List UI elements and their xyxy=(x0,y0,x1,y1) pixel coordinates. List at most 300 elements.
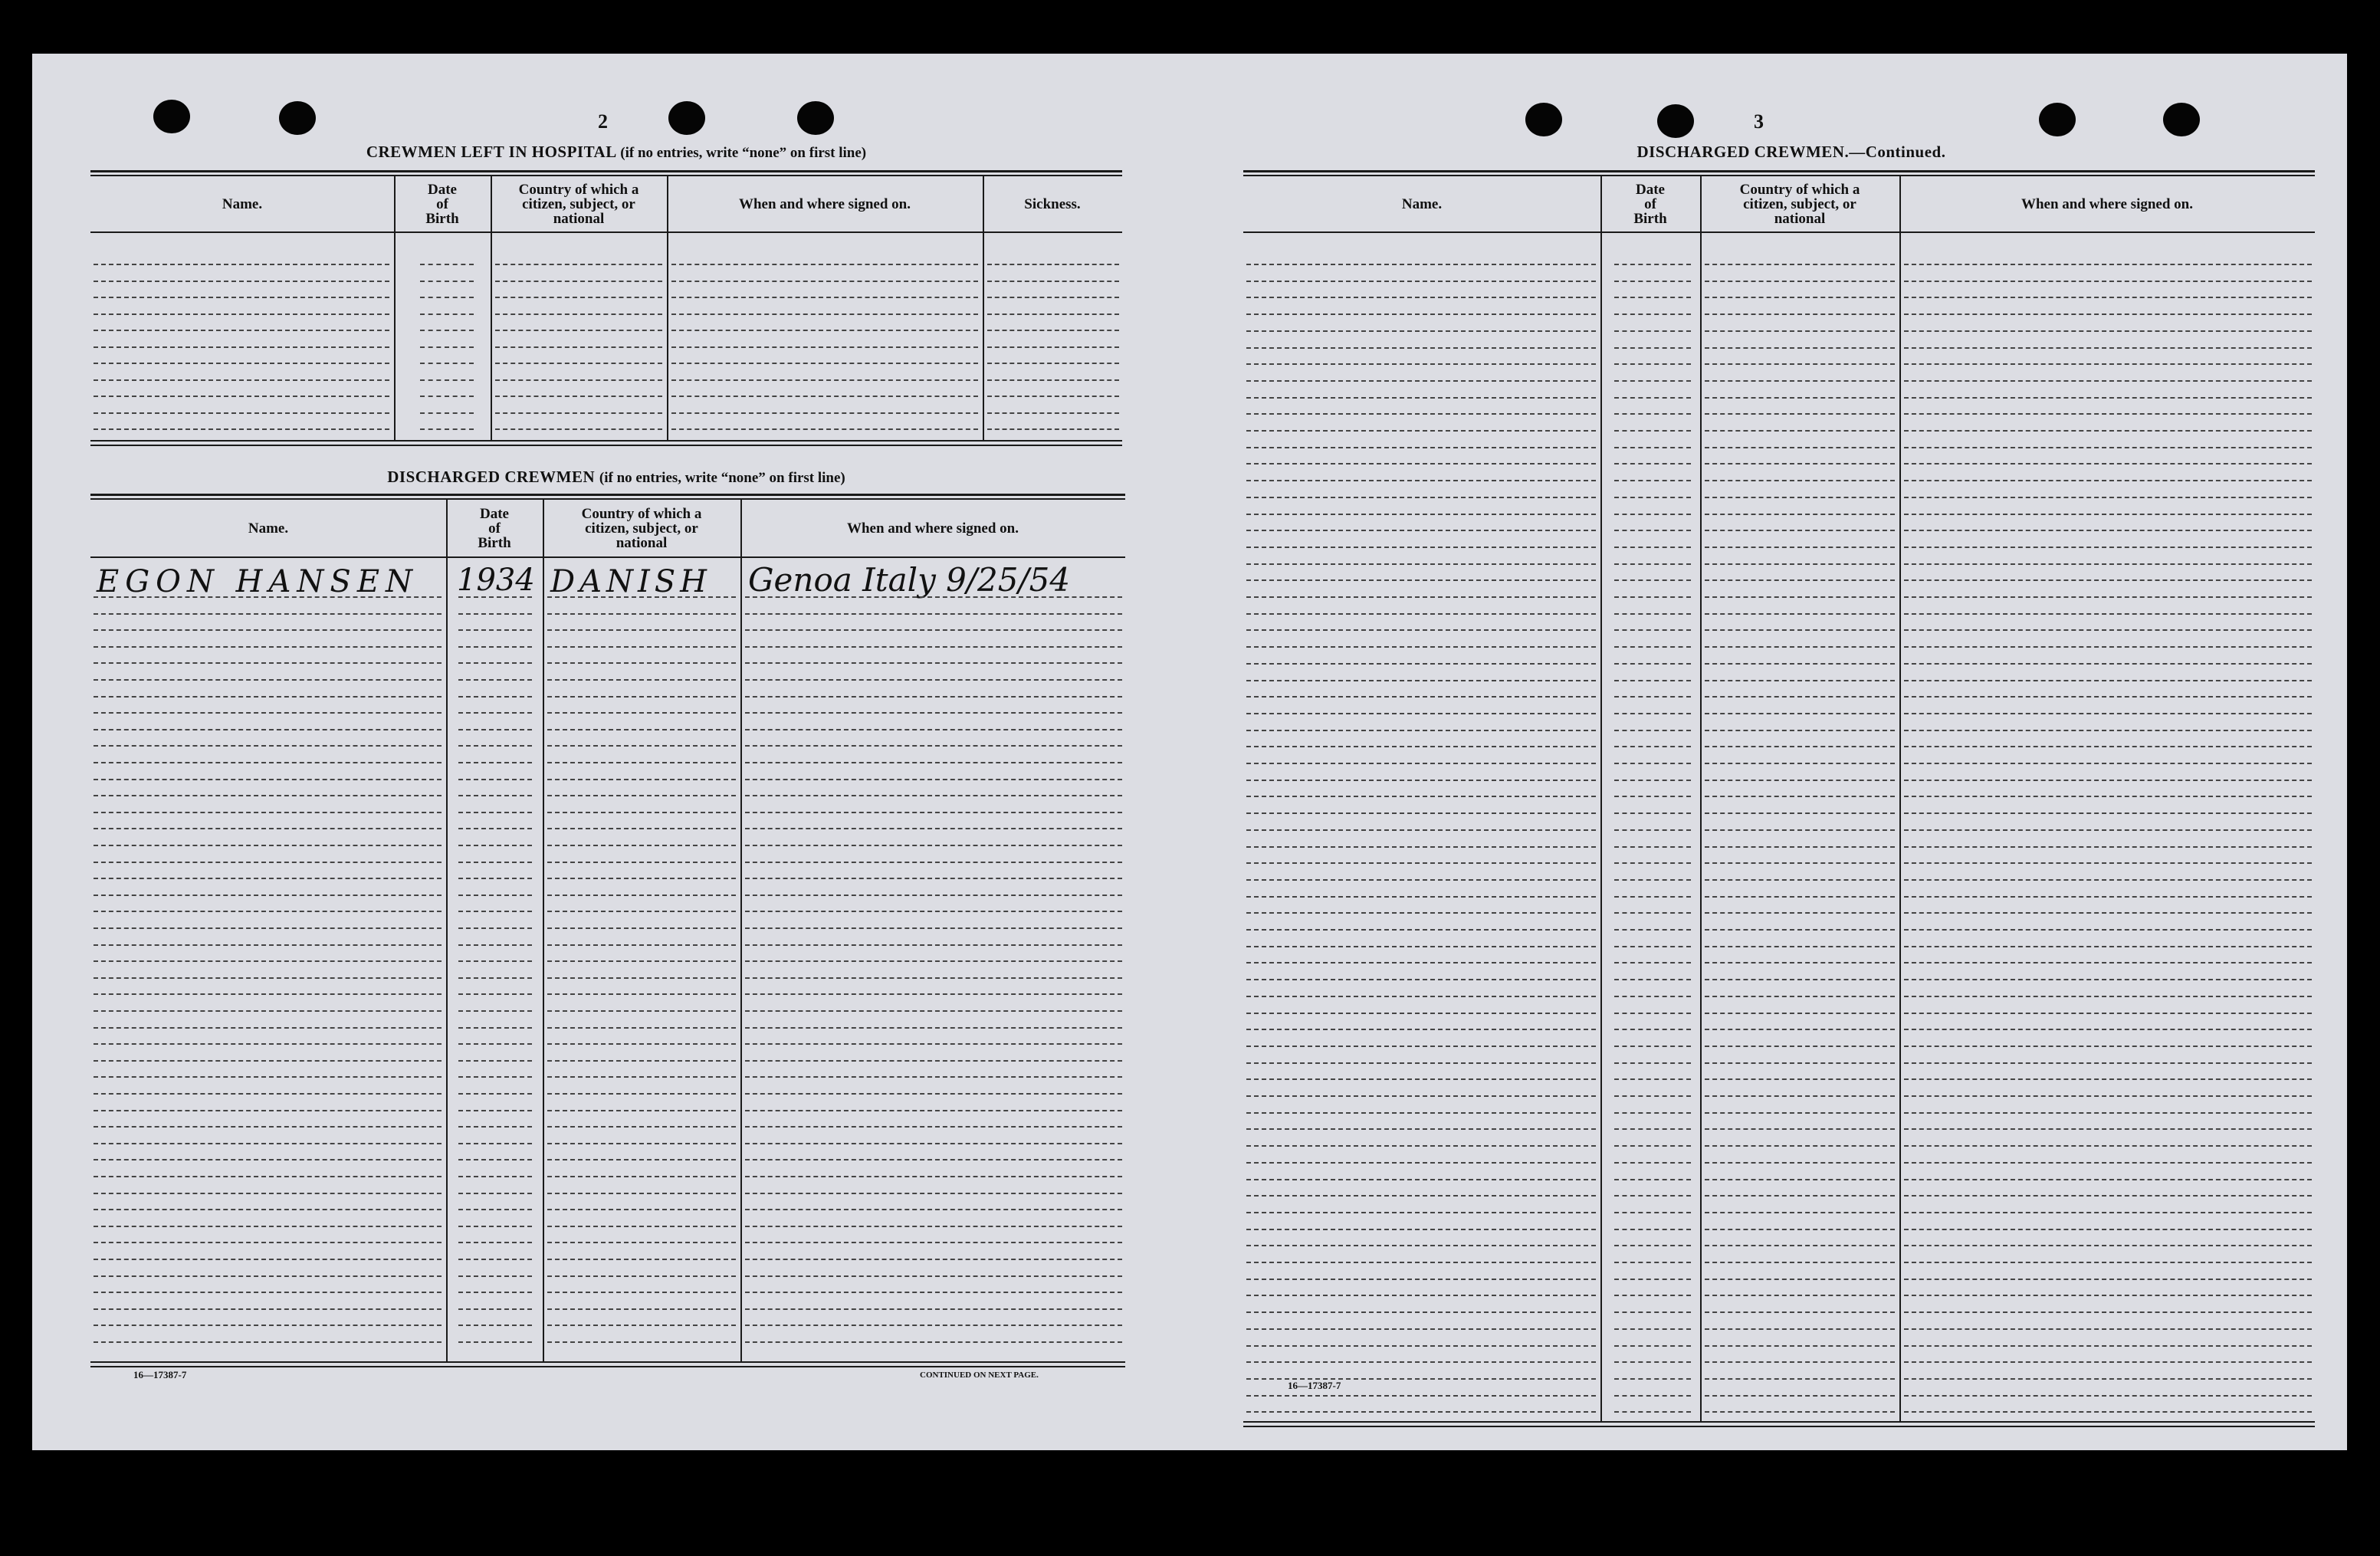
entry-line xyxy=(745,977,1122,979)
entry-line xyxy=(458,745,532,747)
entry-line xyxy=(1705,330,1895,332)
table-rule xyxy=(90,231,1122,233)
entry-line xyxy=(1614,746,1691,747)
entry-line xyxy=(547,712,736,714)
entry-line xyxy=(1705,780,1895,781)
entry-line xyxy=(547,1043,736,1045)
entry-line xyxy=(94,1027,442,1029)
entry-line xyxy=(1705,397,1895,399)
entry-line xyxy=(745,845,1122,846)
entry-line xyxy=(1614,1095,1691,1097)
entry-line xyxy=(1705,1229,1895,1230)
entry-line xyxy=(1246,1311,1596,1313)
entry-line xyxy=(745,1043,1122,1045)
entry-line xyxy=(1246,463,1596,465)
column-divider xyxy=(1700,176,1702,1421)
entry-line xyxy=(1246,380,1596,382)
entry-line xyxy=(1705,1195,1895,1197)
entry-line xyxy=(1705,1311,1895,1313)
entry-line xyxy=(1904,363,2312,365)
entry-line xyxy=(1614,946,1691,947)
entry-line xyxy=(458,679,532,681)
entry-line xyxy=(94,779,442,780)
entry-line xyxy=(94,960,442,962)
column-header-name: Name. xyxy=(222,195,263,212)
entry-line xyxy=(495,428,662,430)
entry-line xyxy=(458,629,532,631)
entry-line xyxy=(420,412,474,414)
entry-line xyxy=(420,396,474,397)
entry-line xyxy=(1705,1212,1895,1213)
entry-line xyxy=(1904,780,2312,781)
entry-line xyxy=(671,264,978,265)
column-header-name: Name. xyxy=(1401,195,1443,212)
hospital-title-text: CREWMEN LEFT IN HOSPITAL xyxy=(366,143,616,161)
punch-hole xyxy=(1657,104,1694,138)
entry-line xyxy=(94,1076,442,1078)
entry-line xyxy=(94,993,442,995)
entry-line xyxy=(745,1060,1122,1062)
entry-line xyxy=(1705,896,1895,898)
entry-line xyxy=(495,330,662,331)
entry-line xyxy=(1705,1411,1895,1413)
entry-line xyxy=(1246,363,1596,365)
entry-line xyxy=(745,1193,1122,1194)
entry-line xyxy=(1614,696,1691,698)
entry-line xyxy=(1614,1229,1691,1230)
entry-line xyxy=(1246,1345,1596,1347)
entry-line xyxy=(1904,1095,2312,1097)
entry-line xyxy=(94,1010,442,1012)
entry-line xyxy=(458,1226,532,1227)
entry-line xyxy=(1614,297,1691,298)
entry-line xyxy=(1705,1245,1895,1246)
entry-line xyxy=(458,895,532,896)
entry-line xyxy=(1246,929,1596,931)
entry-line xyxy=(745,828,1122,829)
entry-line xyxy=(94,1060,442,1062)
entry-line xyxy=(547,1292,736,1293)
entry-line xyxy=(1246,579,1596,581)
entry-line xyxy=(745,1176,1122,1177)
entry-line xyxy=(547,1259,736,1260)
entry-line xyxy=(1904,1212,2312,1213)
table-rule xyxy=(90,445,1122,446)
entry-line xyxy=(1904,896,2312,898)
entry-line xyxy=(1904,1328,2312,1330)
entry-line xyxy=(1614,563,1691,565)
entry-line xyxy=(1705,547,1895,548)
table-rule xyxy=(90,170,1122,172)
entry-line xyxy=(1614,264,1691,265)
entry-line xyxy=(1246,829,1596,831)
table-rule xyxy=(1243,231,2315,233)
entry-line xyxy=(420,281,474,282)
entry-line xyxy=(1246,297,1596,298)
entry-line xyxy=(94,1093,442,1095)
column-header-date-of-birth: Date of Birth xyxy=(478,505,511,551)
entry-line xyxy=(94,363,389,364)
entry-line xyxy=(547,828,736,829)
entry-line xyxy=(745,812,1122,813)
entry-line xyxy=(745,1259,1122,1260)
entry-line xyxy=(547,1159,736,1160)
entry-line xyxy=(1614,363,1691,365)
entry-line xyxy=(1614,1361,1691,1363)
entry-line xyxy=(94,1325,442,1326)
entry-line xyxy=(1614,1378,1691,1380)
entry-line xyxy=(1246,896,1596,898)
entry-line xyxy=(1614,497,1691,498)
entry-line xyxy=(671,330,978,331)
entry-line xyxy=(1705,1162,1895,1164)
entry-line xyxy=(1246,313,1596,315)
entry-line xyxy=(1904,1279,2312,1280)
entry-line xyxy=(745,960,1122,962)
entry-line xyxy=(745,729,1122,730)
entry-line xyxy=(94,379,389,381)
table-rule xyxy=(90,1366,1125,1367)
punch-hole xyxy=(1525,103,1562,136)
entry-line xyxy=(1705,646,1895,648)
discharged-table xyxy=(90,494,1125,1369)
entry-line xyxy=(458,613,532,615)
entry-line xyxy=(94,1043,442,1045)
entry-line xyxy=(1246,497,1596,498)
entry-line xyxy=(1614,430,1691,432)
entry-line xyxy=(458,1176,532,1177)
entry-line xyxy=(420,428,474,430)
entry-line xyxy=(1246,629,1596,631)
entry-line xyxy=(458,596,532,598)
entry-line xyxy=(458,712,532,714)
entry-line xyxy=(1614,613,1691,615)
entry-line xyxy=(1904,430,2312,432)
entry-line xyxy=(1705,613,1895,615)
column-header-country: Country of which a citizen, subject, or national xyxy=(518,181,639,227)
entry-line xyxy=(1246,812,1596,814)
entry-line xyxy=(458,911,532,912)
table-rule xyxy=(1243,1421,2315,1423)
entry-line xyxy=(1904,413,2312,415)
entry-line xyxy=(1614,680,1691,681)
entry-line xyxy=(1614,663,1691,665)
entry-line xyxy=(94,1143,442,1144)
discharged-continued-table xyxy=(1243,170,2315,1429)
entry-line xyxy=(1904,629,2312,631)
entry-line xyxy=(1614,646,1691,648)
entry-line xyxy=(94,629,442,631)
entry-line xyxy=(1904,579,2312,581)
entry-line xyxy=(1614,812,1691,814)
entry-line xyxy=(547,1143,736,1144)
entry-line xyxy=(1246,514,1596,515)
entry-line xyxy=(1246,1229,1596,1230)
entry-line xyxy=(745,646,1122,648)
entry-line xyxy=(1904,680,2312,681)
entry-line xyxy=(1705,912,1895,914)
entry-line xyxy=(745,944,1122,946)
entry-line xyxy=(745,795,1122,796)
entry-line xyxy=(1904,1062,2312,1064)
entry-line xyxy=(745,878,1122,879)
entry-line xyxy=(1904,563,2312,565)
entry-line xyxy=(1705,297,1895,298)
entry-line xyxy=(1904,281,2312,282)
entry-line xyxy=(1614,1411,1691,1413)
entry-line xyxy=(745,911,1122,912)
entry-line xyxy=(745,1027,1122,1029)
entry-line xyxy=(1904,1262,2312,1263)
entry-line xyxy=(1614,1128,1691,1130)
entry-line xyxy=(745,1143,1122,1144)
entry-line xyxy=(1614,1311,1691,1313)
entry-line xyxy=(1614,713,1691,714)
entry-line xyxy=(1246,397,1596,399)
entry-line xyxy=(1246,1395,1596,1397)
entry-line xyxy=(1705,1295,1895,1296)
entry-line xyxy=(1614,1395,1691,1397)
entry-line xyxy=(495,363,662,364)
entry-line xyxy=(1246,264,1596,265)
entry-line xyxy=(94,745,442,747)
entry-line xyxy=(1705,1378,1895,1380)
entry-line xyxy=(94,696,442,698)
entry-line xyxy=(420,363,474,364)
entry-line xyxy=(1614,1046,1691,1047)
entry-line xyxy=(1246,347,1596,349)
entry-line xyxy=(1904,547,2312,548)
entry-line xyxy=(1904,1145,2312,1147)
entry-line xyxy=(1705,1279,1895,1280)
entry-line xyxy=(420,264,474,265)
entry-line xyxy=(458,1110,532,1111)
entry-line xyxy=(1904,979,2312,980)
entry-name: EGON HANSEN xyxy=(97,564,419,599)
entry-line xyxy=(745,696,1122,698)
entry-line xyxy=(745,762,1122,763)
entry-line xyxy=(1614,1179,1691,1180)
entry-line xyxy=(94,828,442,829)
entry-line xyxy=(987,396,1119,397)
entry-line xyxy=(1705,929,1895,931)
entry-line xyxy=(1246,730,1596,731)
entry-line xyxy=(1904,1162,2312,1164)
entry-line xyxy=(987,281,1119,282)
entry-line xyxy=(94,297,389,298)
entry-line xyxy=(458,779,532,780)
entry-line xyxy=(1705,447,1895,448)
entry-date-of-birth: 1934 xyxy=(457,563,535,598)
entry-line xyxy=(1246,413,1596,415)
entry-line xyxy=(547,646,736,648)
page-number: 2 xyxy=(598,110,608,133)
entry-line xyxy=(1705,829,1895,831)
entry-line xyxy=(1904,330,2312,332)
entry-line xyxy=(1705,696,1895,698)
entry-line xyxy=(1614,912,1691,914)
entry-line xyxy=(1614,330,1691,332)
entry-line xyxy=(547,596,736,598)
entry-line xyxy=(94,845,442,846)
entry-line xyxy=(547,1126,736,1128)
entry-line xyxy=(1614,962,1691,963)
page-number: 3 xyxy=(1754,110,1764,133)
entry-line xyxy=(1246,563,1596,565)
entry-line xyxy=(495,264,662,265)
entry-line xyxy=(1904,646,2312,648)
entry-line xyxy=(1705,812,1895,814)
entry-line xyxy=(94,1242,442,1243)
entry-line xyxy=(94,396,389,397)
entry-line xyxy=(1705,1145,1895,1147)
entry-line xyxy=(1705,497,1895,498)
entry-line xyxy=(547,696,736,698)
entry-line xyxy=(547,729,736,730)
entry-line xyxy=(745,596,1122,598)
entry-line xyxy=(1614,530,1691,531)
entry-line xyxy=(547,629,736,631)
form-number: 16—17387-7 xyxy=(1288,1380,1341,1391)
entry-line xyxy=(94,1193,442,1194)
entry-line xyxy=(1246,713,1596,714)
entry-line xyxy=(1246,447,1596,448)
entry-line xyxy=(1705,313,1895,315)
entry-line xyxy=(987,428,1119,430)
entry-line xyxy=(1904,1029,2312,1030)
entry-line xyxy=(745,1093,1122,1095)
entry-line xyxy=(1904,1395,2312,1397)
entry-line xyxy=(1614,996,1691,997)
entry-line xyxy=(94,346,389,348)
entry-line xyxy=(1246,1411,1596,1413)
column-header-sickness: Sickness. xyxy=(1024,195,1081,212)
entry-line xyxy=(1614,579,1691,581)
entry-line xyxy=(745,1242,1122,1243)
entry-line xyxy=(987,363,1119,364)
entry-line xyxy=(547,779,736,780)
entry-line xyxy=(987,297,1119,298)
column-divider xyxy=(543,500,544,1361)
entry-line xyxy=(1614,780,1691,781)
entry-line xyxy=(94,281,389,282)
entry-line xyxy=(1614,313,1691,315)
entry-line xyxy=(1614,514,1691,515)
entry-line xyxy=(547,1209,736,1210)
entry-line xyxy=(745,1076,1122,1078)
entry-line xyxy=(1904,463,2312,465)
entry-line xyxy=(1614,447,1691,448)
entry-line xyxy=(1705,763,1895,764)
entry-line xyxy=(547,944,736,946)
entry-line xyxy=(1246,330,1596,332)
entry-line xyxy=(1246,1162,1596,1164)
entry-line xyxy=(1614,829,1691,831)
entry-line xyxy=(458,1126,532,1128)
entry-line xyxy=(94,1259,442,1260)
entry-country: DANISH xyxy=(550,564,712,599)
column-header-date-of-birth: Date of Birth xyxy=(1633,181,1667,227)
entry-line xyxy=(1904,1046,2312,1047)
entry-line xyxy=(1904,1311,2312,1313)
entry-line xyxy=(94,264,389,265)
entry-line xyxy=(1705,862,1895,864)
entry-line xyxy=(1904,313,2312,315)
entry-line xyxy=(1904,946,2312,947)
entry-line xyxy=(1904,696,2312,698)
entry-line xyxy=(1904,613,2312,615)
entry-line xyxy=(745,1308,1122,1310)
entry-line xyxy=(1614,480,1691,481)
table-rule xyxy=(90,556,1125,558)
entry-line xyxy=(745,927,1122,929)
entry-line xyxy=(495,297,662,298)
entry-line xyxy=(458,1093,532,1095)
entry-line xyxy=(1246,912,1596,914)
entry-line xyxy=(1246,780,1596,781)
entry-line xyxy=(1246,1145,1596,1147)
entry-line xyxy=(1904,264,2312,265)
entry-line xyxy=(547,1325,736,1326)
entry-line xyxy=(1614,1295,1691,1296)
entry-line xyxy=(1705,680,1895,681)
entry-line xyxy=(1614,1345,1691,1347)
entry-line xyxy=(1246,1095,1596,1097)
entry-line xyxy=(547,1176,736,1177)
entry-line xyxy=(94,1308,442,1310)
entry-line xyxy=(458,845,532,846)
entry-line xyxy=(547,762,736,763)
entry-line xyxy=(495,313,662,315)
entry-line xyxy=(1904,1179,2312,1180)
entry-line xyxy=(1705,380,1895,382)
entry-line xyxy=(458,927,532,929)
table-rule xyxy=(90,440,1122,442)
column-header-name: Name. xyxy=(248,520,289,537)
entry-line xyxy=(1614,1245,1691,1246)
entry-line xyxy=(1705,663,1895,665)
entry-line xyxy=(1904,1229,2312,1230)
entry-line xyxy=(1705,1062,1895,1064)
entry-line xyxy=(458,1076,532,1078)
entry-line xyxy=(1246,1328,1596,1330)
table-rule xyxy=(90,494,1125,496)
entry-line xyxy=(1246,763,1596,764)
entry-signed-on: Genoa Italy 9/25/54 xyxy=(748,561,1071,599)
entry-line xyxy=(671,396,978,397)
entry-line xyxy=(1705,563,1895,565)
entry-line xyxy=(94,679,442,681)
entry-line xyxy=(1246,979,1596,980)
entry-line xyxy=(458,977,532,979)
entry-line xyxy=(547,1010,736,1012)
punch-hole xyxy=(2163,103,2200,136)
entry-line xyxy=(94,812,442,813)
entry-line xyxy=(1614,380,1691,382)
entry-line xyxy=(1614,413,1691,415)
entry-line xyxy=(458,1308,532,1310)
column-header-date-of-birth: Date of Birth xyxy=(425,181,459,227)
entry-line xyxy=(1614,1112,1691,1114)
entry-line xyxy=(420,297,474,298)
entry-line xyxy=(1705,713,1895,714)
entry-line xyxy=(458,1010,532,1012)
column-header-signed-on: When and where signed on. xyxy=(2021,195,2193,212)
entry-line xyxy=(1246,1195,1596,1197)
entry-line xyxy=(458,878,532,879)
entry-line xyxy=(1705,363,1895,365)
entry-line xyxy=(1614,1145,1691,1147)
